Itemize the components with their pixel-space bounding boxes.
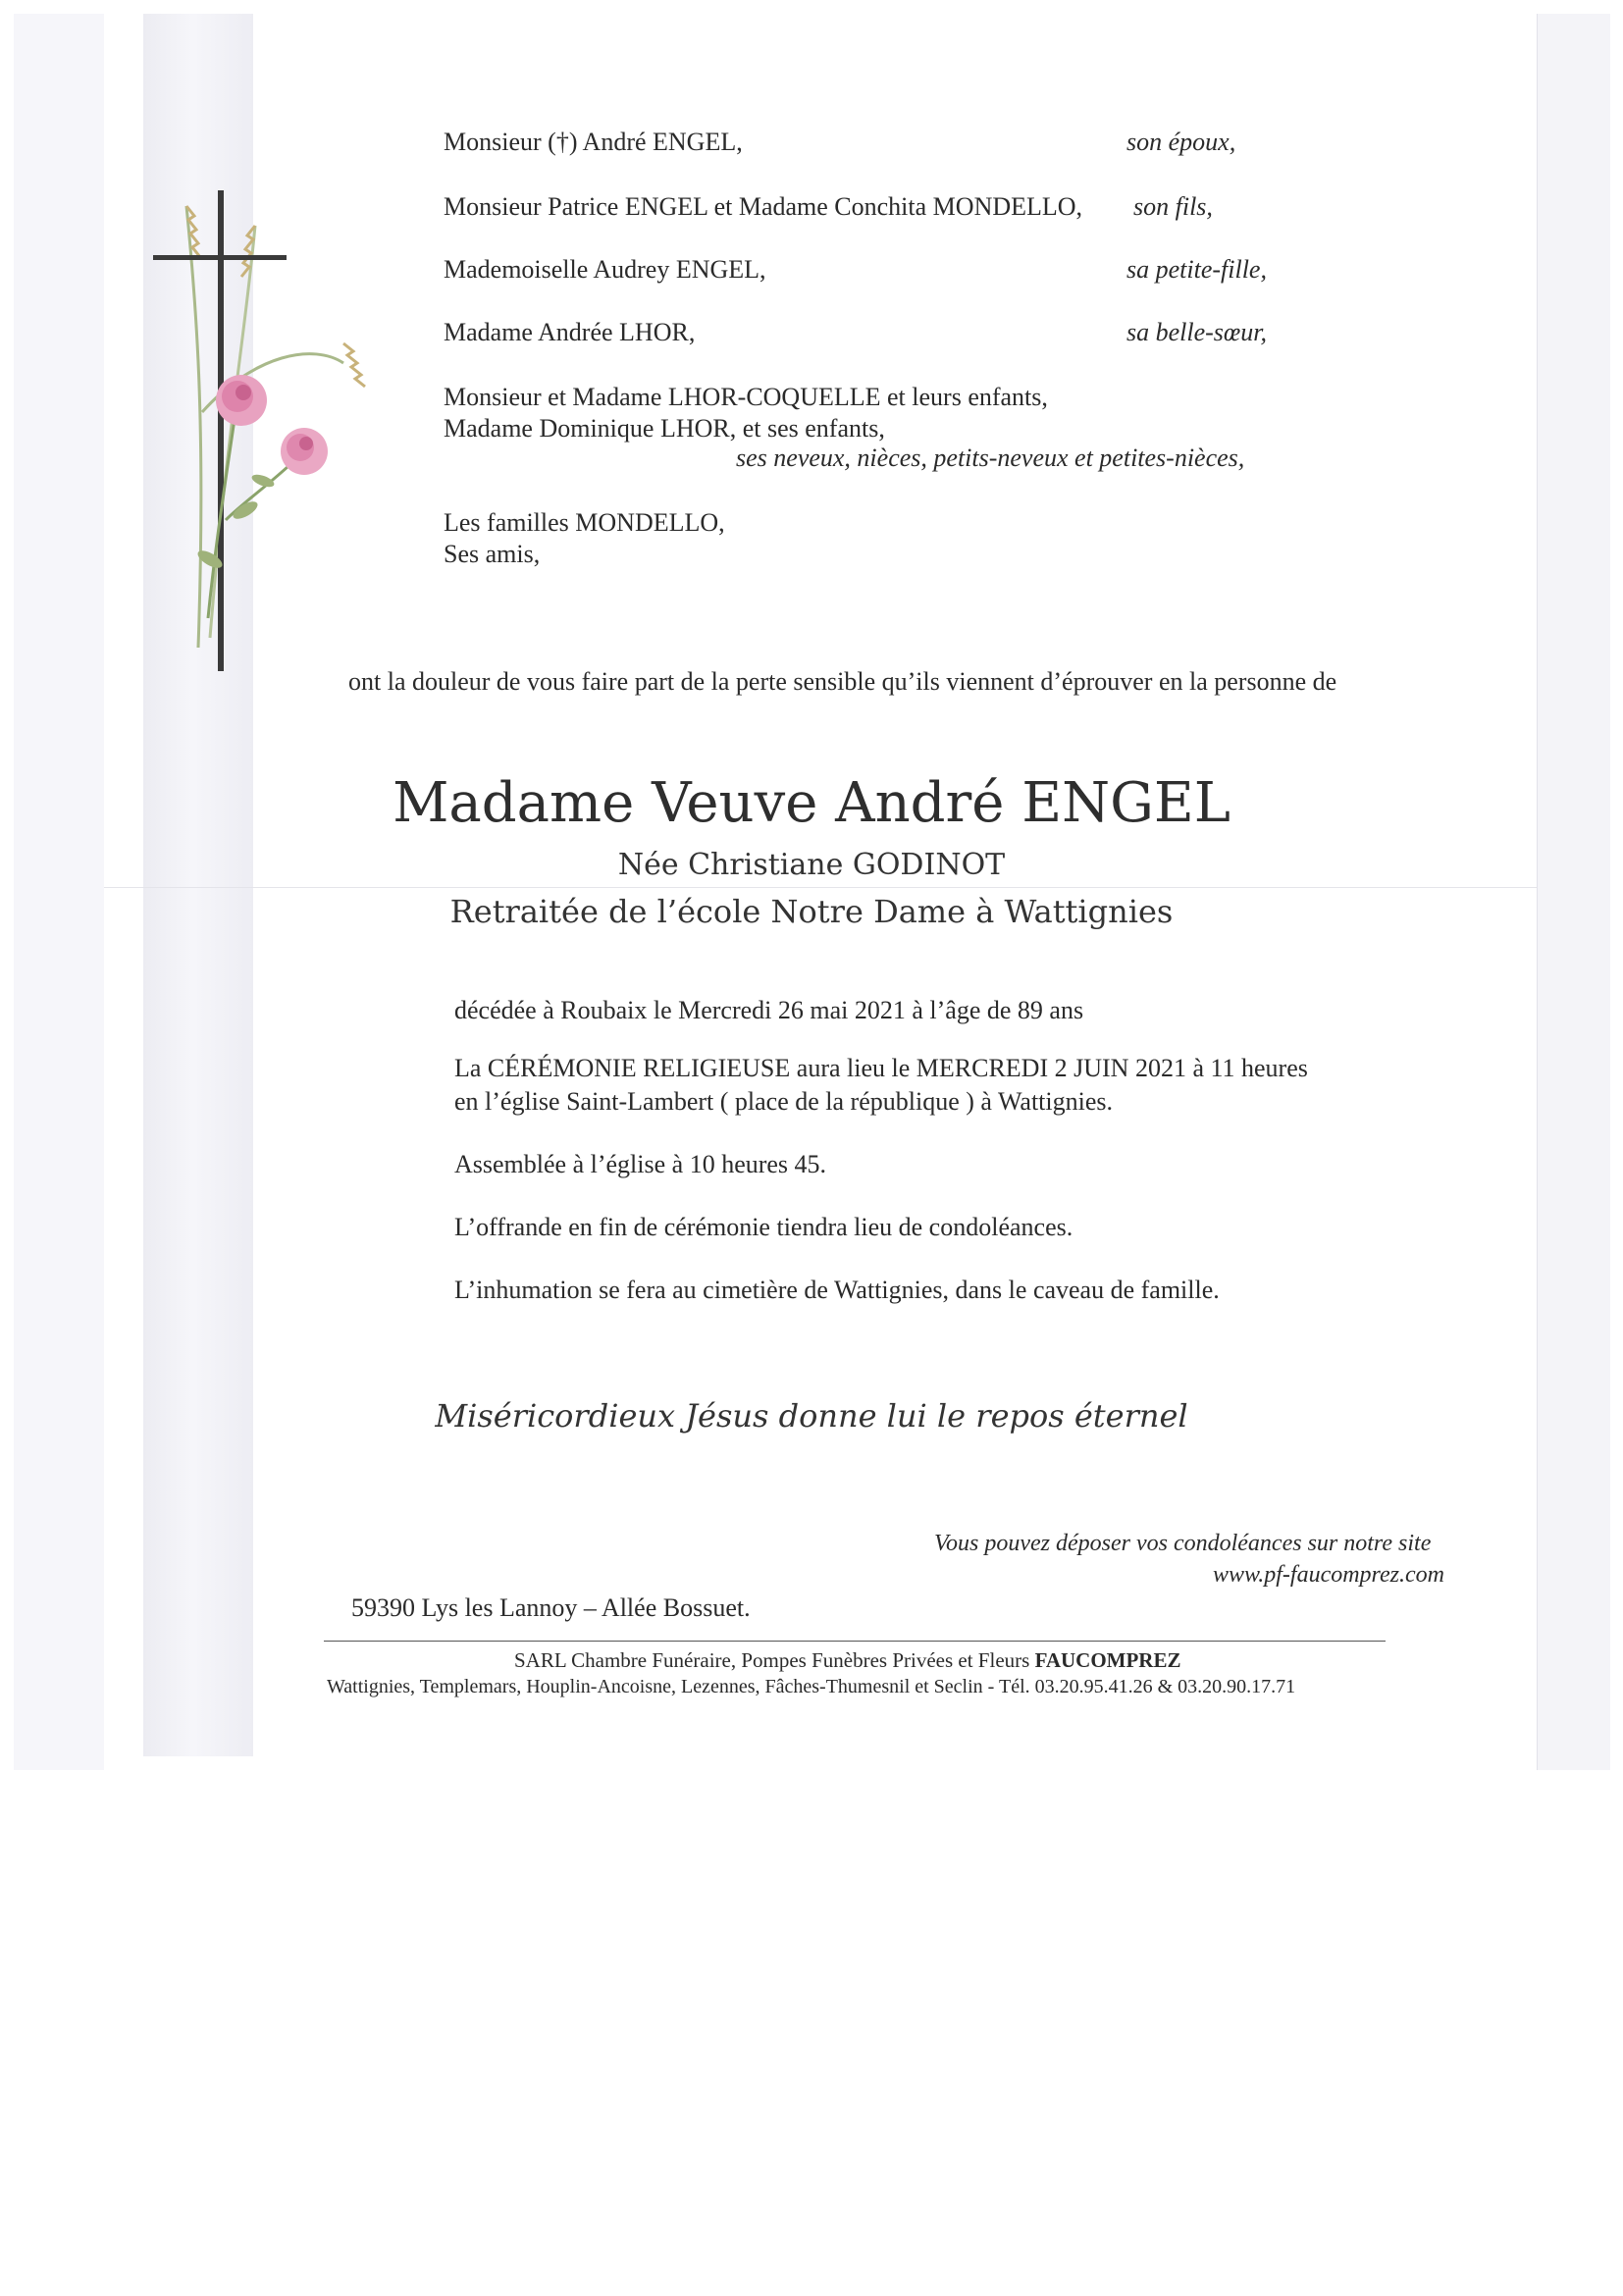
motto-script: Miséricordieux Jésus donne lui le repos éternel bbox=[435, 1397, 1188, 1435]
page-frame-right bbox=[1537, 14, 1610, 1770]
extended-family-line-1: Monsieur et Madame LHOR-COQUELLE et leurs enfants, bbox=[444, 383, 1048, 411]
extended-family-line-2: Madame Dominique LHOR, et ses enfants, bbox=[444, 414, 885, 443]
fold-line bbox=[104, 887, 1537, 888]
condolences-url[interactable]: www.pf-faucomprez.com bbox=[1213, 1562, 1444, 1588]
others-line-1: Les familles MONDELLO, bbox=[444, 508, 725, 537]
extended-family-relation: ses neveux, nièces, petits-neveux et petites-nièces, bbox=[736, 444, 1245, 472]
ceremony-line-2: en l’église Saint-Lambert ( place de la république ) à Wattignies. bbox=[454, 1087, 1114, 1116]
assembly-time: Assemblée à l’église à 10 heures 45. bbox=[454, 1150, 827, 1178]
burial-note: L’inhumation se fera au cimetière de Wattignies, dans le caveau de famille. bbox=[454, 1276, 1220, 1304]
family-relation-4: sa belle-sœur, bbox=[1126, 318, 1267, 346]
family-name-3: Mademoiselle Audrey ENGEL, bbox=[444, 255, 766, 284]
cross-with-roses-illustration bbox=[147, 186, 383, 677]
footer-divider bbox=[324, 1641, 1386, 1642]
family-name-2: Monsieur Patrice ENGEL et Madame Conchita MONDELLO, bbox=[444, 192, 1083, 221]
others-line-2: Ses amis, bbox=[444, 540, 541, 568]
footer-company-prefix: SARL Chambre Funéraire, Pompes Funèbres Privées et Fleurs bbox=[514, 1648, 1030, 1672]
offering-note: L’offrande en fin de cérémonie tiendra lieu de condoléances. bbox=[454, 1213, 1073, 1241]
family-name-4: Madame Andrée LHOR, bbox=[444, 318, 696, 346]
family-relation-3: sa petite-fille, bbox=[1126, 255, 1267, 284]
address-line: 59390 Lys les Lannoy – Allée Bossuet. bbox=[351, 1593, 751, 1622]
footer-company-name: FAUCOMPREZ bbox=[1034, 1648, 1181, 1672]
footer-company bbox=[514, 1648, 1181, 1673]
family-name-1: Monsieur (†) André ENGEL, bbox=[444, 128, 743, 156]
announcement-text: ont la douleur de vous faire part de la perte sensible qu’ils viennent d’éprouver en la personne de bbox=[348, 667, 1337, 696]
family-relation-1: son époux, bbox=[1126, 128, 1236, 156]
deceased-maiden-name: Née Christiane GODINOT bbox=[617, 848, 1006, 882]
death-details: décédée à Roubaix le Mercredi 26 mai 2021 à l’âge de 89 ans bbox=[454, 996, 1084, 1024]
footer-locations: Wattignies, Templemars, Houplin-Ancoisne, Lezennes, Fâches-Thumesnil et Seclin - Tél. 03.20.95.41.26 & 03.20.90.17.71 bbox=[327, 1676, 1296, 1697]
deceased-occupation: Retraitée de l’école Notre Dame à Wattignies bbox=[449, 893, 1174, 930]
ceremony-line-1: La CÉRÉMONIE RELIGIEUSE aura lieu le MERCREDI 2 JUIN 2021 à 11 heures bbox=[454, 1054, 1308, 1082]
page-frame-left bbox=[14, 14, 105, 1770]
condolences-note: Vous pouvez déposer vos condoléances sur notre site bbox=[934, 1531, 1432, 1556]
family-relation-2: son fils, bbox=[1133, 192, 1213, 221]
deceased-name: Madame Veuve André ENGEL bbox=[393, 771, 1230, 835]
